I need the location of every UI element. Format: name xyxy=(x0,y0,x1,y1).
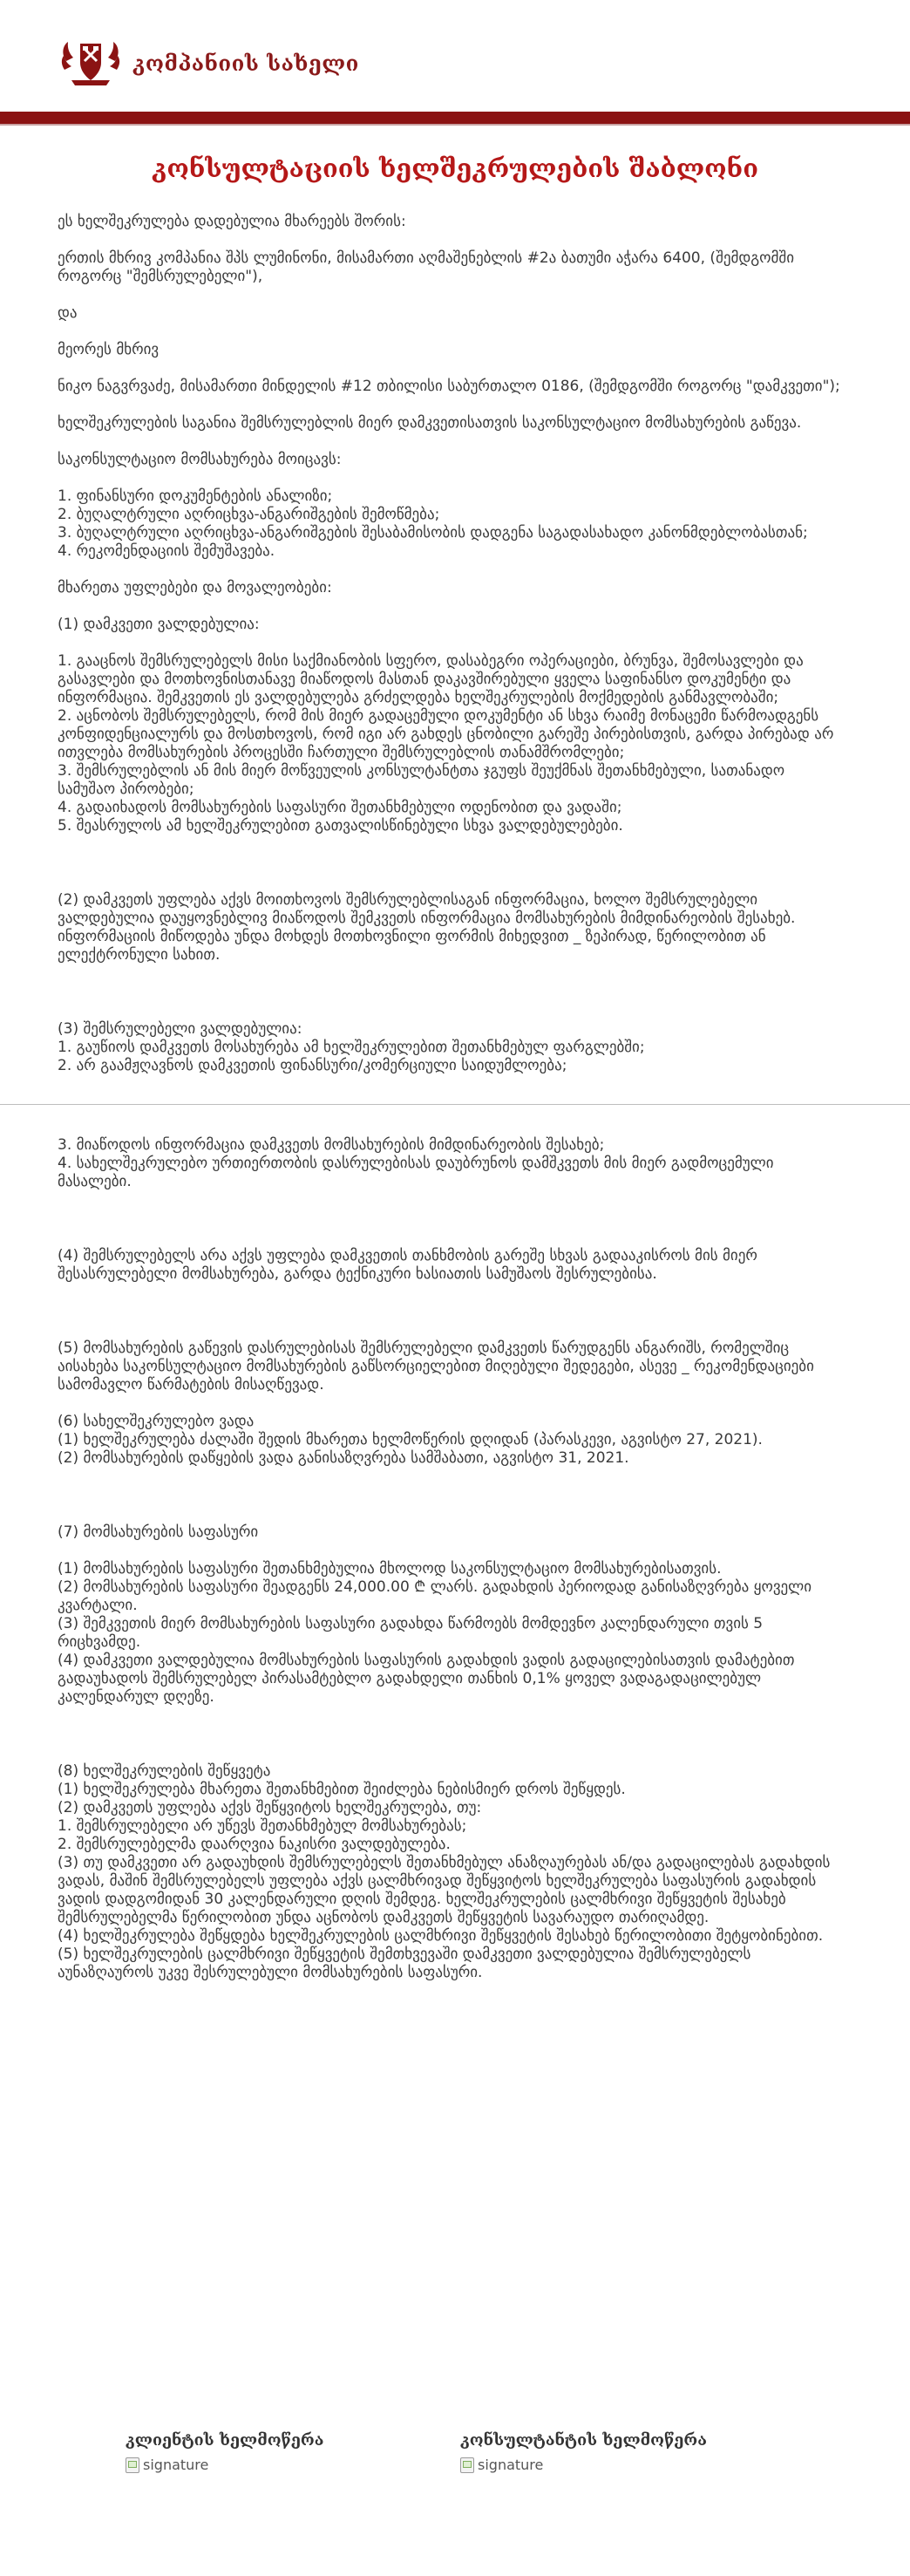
client-obligation-item: 2. აცნობოს შემსრულებელს, რომ მის მიერ გადაცემული დოკუმენტი ან სხვა რაიმე მონაცემი წარმოადგენს კონფიდენციალურს და მოსთხოვოს, რომ იგი არ გახდეს ცნობილი გარეშე პირებისთვის, გარდა პირებად არ ითვლება მომსახურების პროცესში ჩართული შემსრულებლის თანამშრომლები; xyxy=(58,707,834,761)
contractor-obligation-item: 4. სახელშეკრულებო ურთიერთობის დასრულებისას დაუბრუნოს დამშკვეთს მის მიერ გადმოცემული მასალები. xyxy=(58,1155,774,1190)
report-clause: (5) მომსახურების გაწევის დასრულებისას შემსრულებელი დამკვეთს წარუდგენს ანგარიშს, რომელშიც აისახება საკონსულტაციო მომსახურების გაწსორციელებით მიღებული შედეგები, ასევე _ რეკომენდაციები სამომავლო წარმატების მისაღწევად. xyxy=(58,1339,814,1394)
service-item: 3. ბუღალტრული აღრიცხვა-ანგარიშგების შესაბამისობის დადგენა საგადასახადო კანონმდებლობასთან; xyxy=(58,524,808,542)
termination-item: (5) ხელშეკრულების ცალმხრივი შეწყვეტის შემთხვევაში დამკვეთი ვალდებულია შემსრულებელს აუნაზღაუროს უკვე შესრულებული მომსახურების საფასური. xyxy=(58,1946,751,1981)
company-name: კომპანიის სახელი xyxy=(132,51,359,76)
fee-item: (3) შემკვეთის მიერ მომსახურების საფასური გადახდა წარმოებს მომდევნო კალენდარული თვის 5 რიცხვამდე. xyxy=(58,1615,764,1651)
termination-heading: (8) ხელშეკრულების შეწყვეტა xyxy=(58,1762,271,1780)
client-right: (2) დამკვეთს უფლება აქვს მოითხოვოს შემსრულებლისაგან ინფორმაცია, ხოლო შემსრულებელი ვალდებულია დაუყოვნებლივ მიაწოდოს შემკვეთს ინფორმაცია მომსახურების მიმდინარეობის შესახებ. ინფორმაციის მიწოდება უნდა მოხდეს მოთხოვნილი ფორმის მიხედვით _ ზეპირად, წერილობით ან ელექტრონული სახით. xyxy=(58,891,796,964)
broken-image-icon xyxy=(460,2457,474,2473)
client-signature-image xyxy=(126,2457,323,2473)
termination-item: 2. შემსრულებელმა დაარღვია ნაკისრი ვალდებულება. xyxy=(58,1836,451,1853)
consultant-signature-label: კონსულტანტის ხელმოწერა xyxy=(460,2431,707,2450)
contractor-obligations-heading: (3) შემსრულებელი ვალდებულია: xyxy=(58,1020,302,1038)
party-1: ერთის მხრივ კომპანია შპს ლუმინონი, მისამართი აღმაშენებლის #2ა ბათუმი აჭარა 6400, (შემდგომში როგორც "შემსრულებელი"), xyxy=(58,249,795,285)
signature-alt-text: signature xyxy=(478,2457,544,2473)
termination-item: 1. შემსრულებელი არ უწევს შეთანხმებულ მომსახურებას; xyxy=(58,1817,467,1835)
and-text: და xyxy=(58,304,78,322)
term-item: (1) ხელშეკრულება ძალაში შედის მხარეთა ხელმოწერის დღიდან (პარასკევი, აგვისტო 27, 2021). xyxy=(58,1431,763,1448)
client-obligation-item: 3. შემსრულებლის ან მის მიერ მოწვეულის კონსულტანტთა ჯგუფს შეუქმნას შეთანხმებული, სათანადო სამუშაო პირობები; xyxy=(58,762,785,798)
contractor-obligation-item: 2. არ გაამჟღავნოს დამკვეთის ფინანსური/კომერციული საიდუმლოება; xyxy=(58,1057,567,1074)
client-signature-label: კლიენტის ხელმოწერა xyxy=(126,2431,324,2450)
document-body xyxy=(58,213,842,1982)
crest-shield-logo-icon xyxy=(59,35,122,89)
header-band-line xyxy=(0,124,910,126)
termination-item: (3) თუ დამკვეთი არ გადაუხდის შემსრულებელს შეთანხმებულ ანაზღაურებას ან/და გადაცილებას გადახდის ვადას, მაშინ შემსრულებელს უფლება აქვს ცალმხრივად შეწყვიტოს ხელშეკრულება საფასურის გადახდის ვადის დადგომიდან 30 კალენდარული დღის შემდეგ. ხელშეკრულების ცალმხრივი შეწყვეტის შესახებ შემსრულებელმა წერილობით უნდა აცნობოს დამკვეთს შეწყვეტის სავარაუდო თარიღამდე. xyxy=(58,1854,831,1926)
fee-heading: (7) მომსახურების საფასური xyxy=(58,1523,259,1541)
contract-subject: ხელშეკრულების საგანია შემსრულებლის მიერ დამკვეთისათვის საკონსულტაციო მომსახურების გაწევა. xyxy=(58,414,802,432)
document-title: კონსულტაციის ხელშეკრულების შაბლონი xyxy=(152,153,758,183)
client-obligation-item: 5. შეასრულოს ამ ხელშეკრულებით გათვალისწინებული სხვა ვალდებულებები. xyxy=(58,817,623,835)
page-break-divider xyxy=(58,1094,842,1118)
service-item: 4. რეკომენდაციის შემუშავება. xyxy=(58,542,275,560)
signature-alt-text: signature xyxy=(143,2457,209,2473)
fee-item: (4) დამკვეთი ვალდებულია მომსახურების საფასურის გადახდის ვადის გადაცილებისათვის დამატებით გადაუხადოს შემსრულებელ პირასამტებლო გადახდელი თანხის 0,1% ყოველ ვადაგადაცილებულ კალენდარულ დღეზე. xyxy=(58,1652,795,1706)
rights-heading: მხარეთა უფლებები და მოვალეობები: xyxy=(58,579,332,596)
contractor-obligation-item: 3. მიაწოდოს ინფორმაცია დამკვეთს მომსახურების მიმდინარეობის შესახებ; xyxy=(58,1136,605,1154)
client-obligation-item: 1. გააცნოს შემსრულებელს მისი საქმიანობის სფერო, დასაბეგრი ოპერაციები, ბრუნვა, შემოსავლები და გასავლები და მოთხოვნისთანავე მიაწოდოს მასთან დაკავშირებული ყველა საფინანსო დოკუმენტი და ინფორმაცია. შემკვეთის ეს ვალდებულება გრძელდება ხელშეკრულების მოქმედების განმავლობაში; xyxy=(58,652,804,706)
client-signature-block xyxy=(126,2431,323,2473)
service-item: 2. ბუღალტრული აღრიცხვა-ანგარიშგების შემოწმება; xyxy=(58,506,440,523)
page-header xyxy=(0,0,910,112)
fee-item: (1) მომსახურების საფასური შეთანხმებულია მხოლოდ საკონსულტაციო მომსახურებისათვის. xyxy=(58,1560,722,1578)
fee-item: (2) მომსახურების საფასური შეადგენს 24,000.00 ₾ ლარს. გადახდის პერიოდად განისაზღვრება ყოველი კვარტალი. xyxy=(58,1578,812,1614)
termination-item: (2) დამკვეთს უფლება აქვს შეწყვიტოს ხელშეკრულება, თუ: xyxy=(58,1799,482,1816)
term-item: (2) მომსახურების დაწყების ვადა განისაზღვრება სამშაბათი, აგვისტო 31, 2021. xyxy=(58,1449,629,1467)
termination-item: (4) ხელშეკრულება შეწყდება ხელშეკრულების ცალმხრივი შეწყვეტის შესახებ წერილობითი შეტყობინებით. xyxy=(58,1927,824,1945)
client-obligation-item: 4. გადაიხადოს მომსახურების საფასური შეთანხმებული ოდენობით და ვადაში; xyxy=(58,799,622,816)
contractor-obligation-item: 1. გაუწიოს დამკვეთს მოსახურება ამ ხელშეკრულებით შეთანხმებულ ფარგლებში; xyxy=(58,1039,645,1056)
no-third-party-clause: (4) შემსრულებელს არა აქვს უფლება დამკვეთის თანხმობის გარეშე სხვას გადააკისროს მის მიერ შესასრულებელი მომსახურება, გარდა ტექნიკური ხასიათის სამუშაოს შესრულებისა. xyxy=(58,1247,757,1283)
term-heading: (6) სახელშეკრულებო ვადა xyxy=(58,1413,255,1430)
intro-text: ეს ხელშეკრულება დადებულია მხარეებს შორის: xyxy=(58,213,406,230)
broken-image-icon xyxy=(126,2457,139,2473)
termination-item: (1) ხელშეკრულება მხარეთა შეთანხმებით შეიძლება ნებისმიერ დროს შეწყდეს. xyxy=(58,1781,626,1798)
consultant-signature-block xyxy=(460,2431,707,2473)
services-intro: საკონსულტაციო მომსახურება მოიცავს: xyxy=(58,451,342,468)
party-2: ნიკო ნაგვრვაძე, მისამართი მინდელის #12 თბილისი საბურთალო 0186, (შემდგომში როგორც "დამკვეთი"); xyxy=(58,378,840,395)
header-band xyxy=(0,112,910,124)
client-obligations-heading: (1) დამკვეთი ვალდებულია: xyxy=(58,616,260,633)
consultant-signature-image xyxy=(460,2457,707,2473)
other-side-text: მეორეს მხრივ xyxy=(58,341,160,358)
service-item: 1. ფინანსური დოკუმენტების ანალიზი; xyxy=(58,487,333,505)
